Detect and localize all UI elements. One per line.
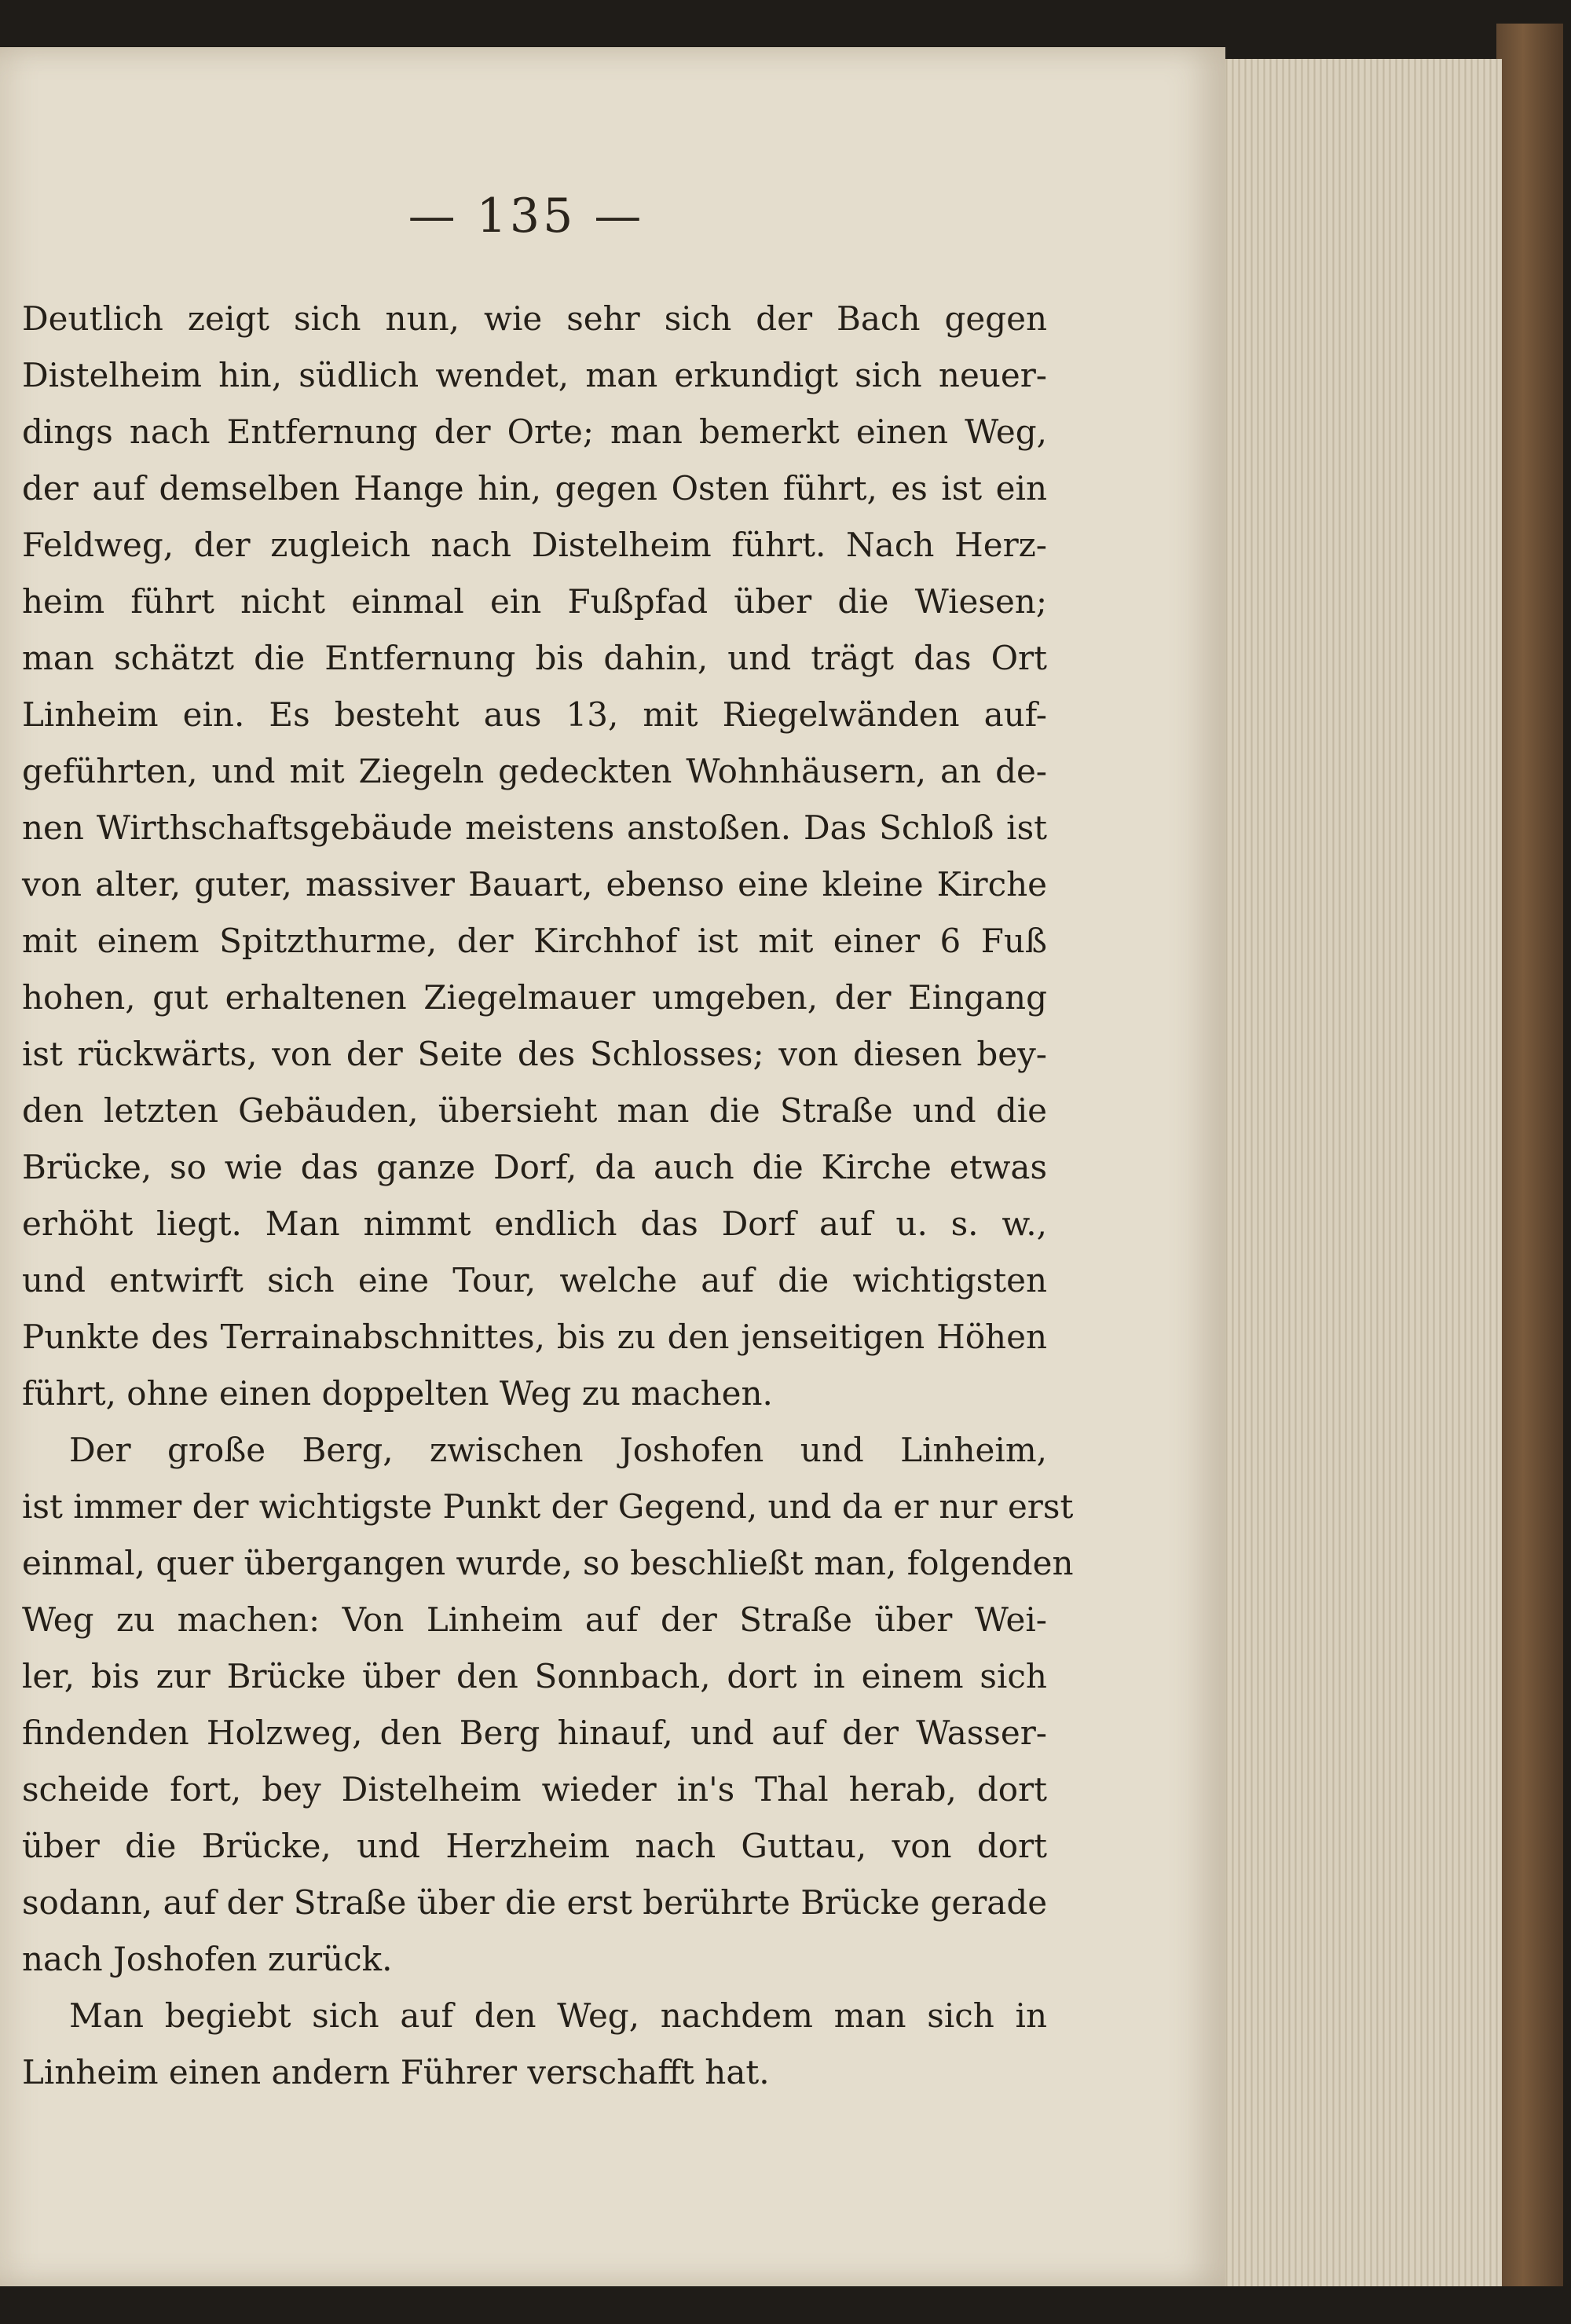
paragraph [22,1988,1047,2101]
text-line: hohen, gut erhaltenen Ziegelmauer umgeben, der Eingang [22,978,1047,1017]
text-line: Distelheim hin, südlich wendet, man erkundigt sich neuer- [22,356,1047,394]
text-line: Der große Berg, zwischen Joshofen und Linheim, [69,1431,1047,1469]
text-line: führt, ohne einen doppelten Weg zu machen. [22,1374,773,1413]
text-line: einmal, quer übergangen wurde, so beschließt man, folgenden [22,1544,1074,1582]
page-text [22,291,1074,2101]
text-line: dings nach Entfernung der Orte; man bemerkt einen Weg, [22,412,1047,451]
paragraph [22,1422,1074,1988]
text-line: Brücke, so wie das ganze Dorf, da auch die Kirche etwas [22,1148,1047,1186]
text-line: nen Wirthschaftsgebäude meistens anstoßen. Das Schloß ist [22,808,1047,847]
text-line: den letzten Gebäuden, übersieht man die Straße und die [22,1091,1047,1130]
text-line: der auf demselben Hange hin, gegen Osten führt, es ist ein [22,469,1047,508]
paragraph [22,291,1047,1422]
text-line: Weg zu machen: Von Linheim auf der Straße über Wei- [22,1600,1047,1639]
text-line: Deutlich zeigt sich nun, wie sehr sich der Bach gegen [22,299,1047,338]
text-line: Punkte des Terrainabschnittes, bis zu den jenseitigen Höhen [22,1318,1047,1356]
text-line: man schätzt die Entfernung bis dahin, und trägt das Ort [22,639,1047,677]
text-line: geführten, und mit Ziegeln gedeckten Wohnhäusern, an de- [22,752,1047,790]
text-line: nach Joshofen zurück. [22,1940,393,1978]
text-line: Linheim ein. Es besteht aus 13, mit Riegelwänden auf- [22,695,1047,734]
page-number: — 135 — [408,189,645,244]
text-line: ist immer der wichtigste Punkt der Gegend, und da er nur erst [22,1487,1074,1526]
text-line: sodann, auf der Straße über die erst berührte Brücke gerade [22,1883,1048,1922]
text-line: erhöht liegt. Man nimmt endlich das Dorf auf u. s. w., [22,1204,1047,1243]
page-edges [1214,59,1502,2286]
book-cover-edge [1496,24,1563,2286]
text-line: mit einem Spitzthurme, der Kirchhof ist mit einer 6 Fuß [22,922,1047,960]
text-line: findenden Holzweg, den Berg hinauf, und auf der Wasser- [22,1714,1047,1752]
text-line: und entwirft sich eine Tour, welche auf die wichtigsten [22,1261,1047,1299]
text-line: Feldweg, der zugleich nach Distelheim führt. Nach Herz- [22,526,1047,564]
text-line: über die Brücke, und Herzheim nach Guttau, von dort [22,1827,1047,1865]
text-line: von alter, guter, massiver Bauart, ebenso eine kleine Kirche [22,865,1047,904]
text-line: scheide fort, bey Distelheim wieder in's Thal herab, dort [22,1770,1047,1809]
text-line: Man begiebt sich auf den Weg, nachdem man sich in [69,1996,1047,2035]
text-line: heim führt nicht einmal ein Fußpfad über die Wiesen; [22,582,1047,621]
text-line: Linheim einen andern Führer verschafft hat. [22,2053,770,2091]
text-line: ler, bis zur Brücke über den Sonnbach, dort in einem sich [22,1657,1047,1695]
text-line: ist rückwärts, von der Seite des Schlosses; von diesen bey- [22,1035,1047,1073]
